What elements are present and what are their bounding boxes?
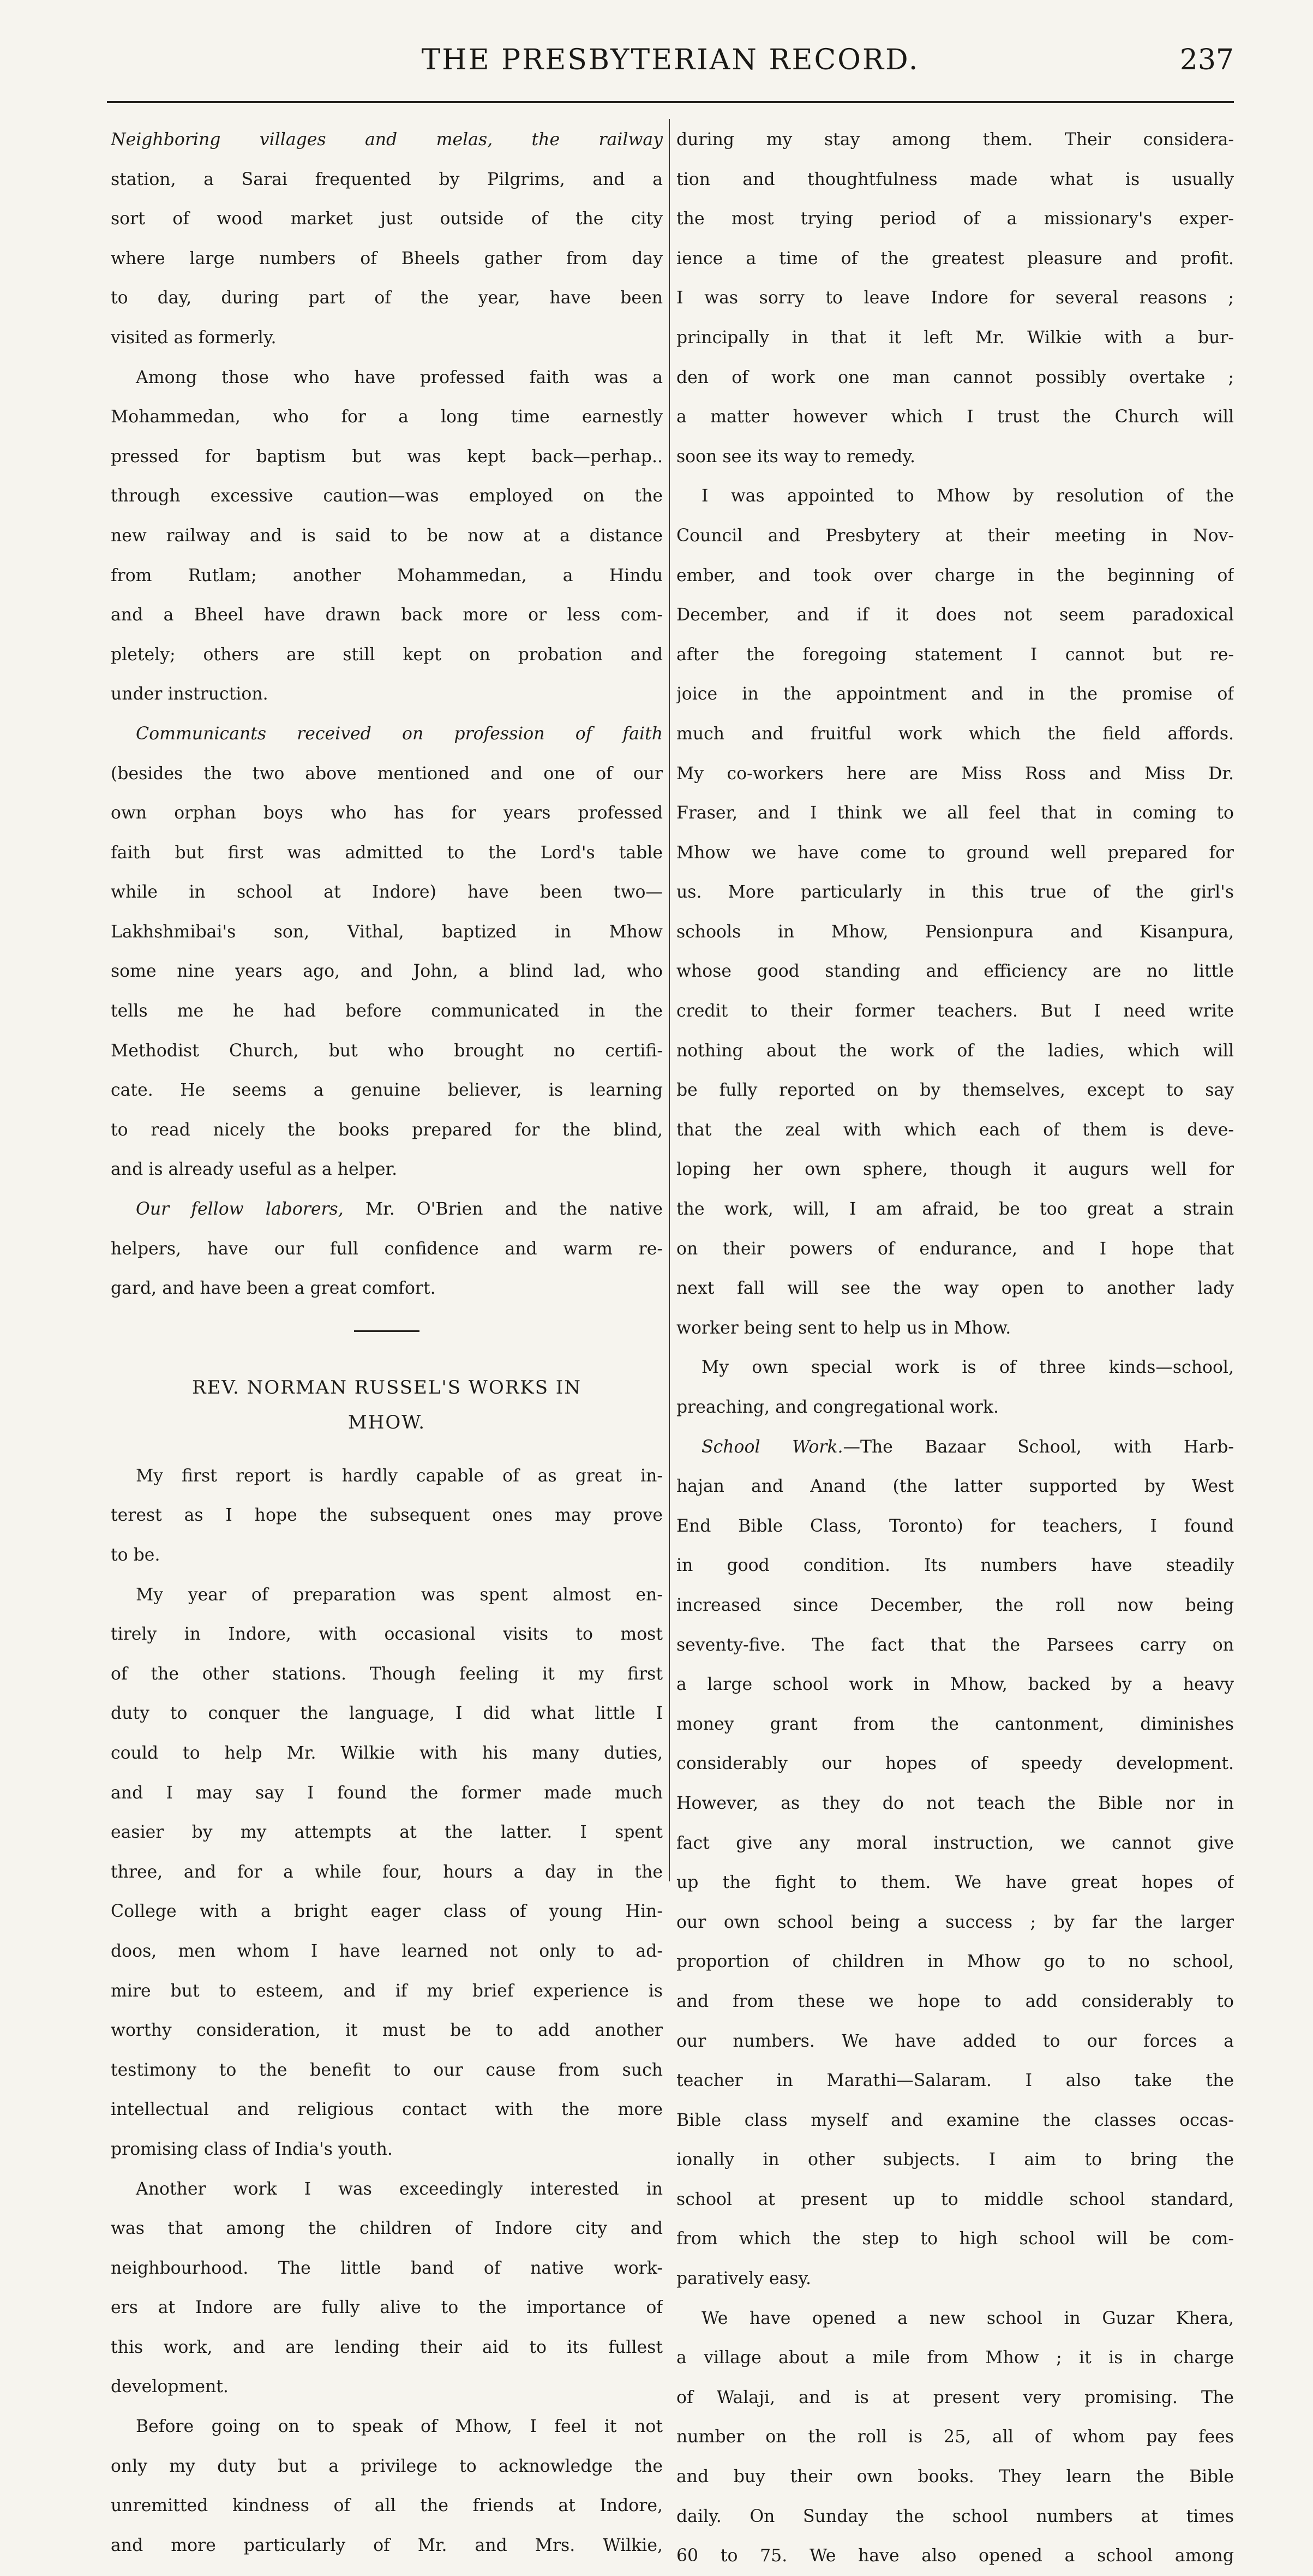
text-line: of Walaji, and is at present very promising. The [676, 2387, 1234, 2407]
text-line: increased since December, the roll now being [676, 1595, 1234, 1615]
text-line: be fully reported on by themselves, except to say [676, 1080, 1234, 1101]
text-line: neighbourhood. The little band of native work- [111, 2258, 663, 2278]
text-line: of the other stations. Though feeling it my first [111, 1664, 663, 1684]
text-line: My own special work is of three kinds—school, [702, 1358, 1234, 1378]
paragraph-first-report [111, 1456, 663, 1575]
text-line: tells me he had before communicated in the [111, 1001, 663, 1021]
section-heading-line: MHOW. [347, 1411, 426, 1433]
text-line: doos, men whom I have learned not only to ad- [111, 1941, 663, 1961]
text-line: hajan and Anand (the latter supported by West [676, 1477, 1234, 1497]
text-line: December, and if it does not seem paradoxical [676, 605, 1234, 625]
text-line: loping her own sphere, though it augurs well for [676, 1160, 1234, 1180]
text-line: much and fruitful work which the field affords. [676, 724, 1234, 744]
text-line: three, and for a while four, hours a day in the [111, 1862, 663, 1882]
text-line: next fall will see the way open to another lady [676, 1278, 1234, 1299]
text-line: visited as formerly. [111, 327, 277, 348]
paragraph-stay-among-them [676, 120, 1234, 476]
text-line: pressed for baptism but was kept back—perhap.. [111, 446, 663, 467]
paragraph-school-work [676, 1427, 1234, 2299]
column-divider [669, 119, 670, 1881]
left-column [111, 120, 663, 2565]
text-line: principally in that it left Mr. Wilkie with a bur- [676, 327, 1234, 348]
text-line: Mohammedan, who for a long time earnestly [111, 407, 663, 427]
text-line: some nine years ago, and John, a blind lad, who [111, 961, 663, 982]
paragraph-lead-line [111, 1190, 663, 1229]
section-heading-line: REV. NORMAN RUSSEL'S WORKS IN [192, 1376, 581, 1398]
text-line: our own school being a success ; by far the larger [676, 1912, 1234, 1932]
paragraph-body [111, 160, 663, 358]
text-line: fact give any moral instruction, we cannot give [676, 1833, 1234, 1853]
text-line: I was appointed to Mhow by resolution of the [702, 486, 1234, 506]
text-line: daily. On Sunday the school numbers at times [676, 2506, 1234, 2526]
text-line: to day, during part of the year, have been [111, 288, 663, 308]
text-line: whose good standing and efficiency are no little [676, 961, 1234, 982]
text-line: helpers, have our full confidence and warm re- [111, 1239, 663, 1259]
paragraph-guzar-khera [676, 2299, 1234, 2576]
text-line: during my stay among them. Their considera- [676, 130, 1234, 150]
text-line: through excessive caution—was employed on the [111, 486, 663, 506]
text-line: nothing about the work of the ladies, which will [676, 1041, 1234, 1061]
text-line: My first report is hardly capable of as great in- [136, 1466, 663, 1486]
paragraph-villages [111, 120, 663, 358]
text-line: End Bible Class, Toronto) for teachers, I found [676, 1516, 1234, 1536]
text-line: after the foregoing statement I cannot but re- [676, 644, 1234, 665]
paragraph-lead-line [676, 1427, 1234, 1467]
text-line: paratively easy. [676, 2269, 812, 2289]
text-line: in good condition. Its numbers have steadily [676, 1556, 1234, 1576]
text-line: tirely in Indore, with occasional visits to most [111, 1624, 663, 1645]
text-line: own orphan boys who has for years professed [111, 803, 663, 823]
text-line: easier by my attempts at the latter. I spent [111, 1822, 663, 1843]
text-line: ionally in other subjects. I aim to bring the [676, 2150, 1234, 2170]
text-line: den of work one man cannot possibly overtake ; [676, 367, 1234, 387]
text-line: teacher in Marathi—Salaram. I also take the [676, 2071, 1234, 2091]
text-line: and from these we hope to add considerably to [676, 1991, 1234, 2011]
text-line: intellectual and religious contact with the more [111, 2100, 663, 2120]
paragraph-indore-children [111, 2169, 663, 2407]
text-line: proportion of children in Mhow go to no school, [676, 1952, 1234, 1972]
text-line: from which the step to high school will be com- [676, 2229, 1234, 2249]
journal-title: THE PRESBYTERIAN RECORD. [421, 44, 920, 76]
header-rule [107, 101, 1234, 103]
text-line: tion and thoughtfulness made what is usually [676, 169, 1234, 189]
lead-rest: —The Bazaar School, with Harb- [843, 1437, 1234, 1457]
text-line: to read nicely the books prepared for the blind, [111, 1120, 663, 1140]
running-header [107, 39, 1234, 94]
paragraph-lead: Communicants received on profession of faith [136, 724, 663, 744]
text-line: worthy consideration, it must be to add another [111, 2021, 663, 2041]
text-line: and more particularly of Mr. and Mrs. Wilkie, [111, 2535, 663, 2555]
text-line: and buy their own books. They learn the Bible [676, 2467, 1234, 2487]
text-line: and a Bheel have drawn back more or less com- [111, 605, 663, 625]
text-line: our numbers. We have added to our forces a [676, 2031, 1234, 2051]
text-line: considerably our hopes of speedy development. [676, 1754, 1234, 1774]
lead-rest: Mr. O'Brien and the native [343, 1199, 663, 1220]
text-line: a village about a mile from Mhow ; it is in charge [676, 2348, 1234, 2368]
text-line: My co-workers here are Miss Ross and Miss Dr. [676, 763, 1234, 784]
text-line: schools in Mhow, Pensionpura and Kisanpura, [676, 922, 1234, 942]
paragraph-preparation [111, 1575, 663, 2169]
text-line: seventy-five. The fact that the Parsees carry on [676, 1635, 1234, 1655]
text-line: under instruction. [111, 684, 268, 704]
text-line: sort of wood market just outside of the city [111, 209, 663, 229]
italic-lead: Our fellow laborers, [136, 1199, 344, 1220]
text-line: pletely; others are still kept on probation and [111, 644, 663, 665]
text-line: Bible class myself and examine the classes occas- [676, 2110, 1234, 2130]
text-line: new railway and is said to be now at a distance [111, 525, 663, 546]
text-line: My year of preparation was spent almost en- [136, 1585, 663, 1605]
text-line: ience a time of the greatest pleasure and profit. [676, 248, 1234, 268]
text-line: only my duty but a privilege to acknowledge the [111, 2456, 663, 2476]
text-line: mire but to esteem, and if my brief experience is [111, 1981, 663, 2001]
text-line: 60 to 75. We have also opened a school among [676, 2546, 1234, 2566]
text-line: We have opened a new school in Guzar Khera, [702, 2308, 1234, 2328]
text-line: us. More particularly in this true of the girl's [676, 882, 1234, 903]
text-line: while in school at Indore) have been two— [111, 882, 663, 903]
text-line: Another work I was exceedingly interested in [136, 2179, 663, 2199]
text-line: Methodist Church, but who brought no certifi- [111, 1041, 663, 1061]
text-line: Mhow we have come to ground well prepared for [676, 842, 1234, 863]
text-line: from Rutlam; another Mohammedan, a Hindu [111, 565, 663, 585]
text-line: to be. [111, 1545, 160, 1565]
text-line: duty to conquer the language, I did what little I [111, 1704, 663, 1724]
paragraph-professed-faith [111, 358, 663, 714]
text-line: was that among the children of Indore city and [111, 2219, 663, 2239]
paragraph-body [111, 1229, 663, 1308]
paragraph-fellow-laborers [111, 1190, 663, 1308]
text-line: preaching, and congregational work. [676, 1397, 999, 1417]
section-rule [354, 1330, 419, 1332]
text-line: money grant from the cantonment, diminishes [676, 1714, 1234, 1734]
text-line: testimony to the benefit to our cause from such [111, 2060, 663, 2080]
text-line: development. [111, 2377, 229, 2397]
text-line: up the fight to them. We have great hopes of [676, 1873, 1234, 1893]
text-line: (besides the two above mentioned and one of our [111, 763, 663, 784]
text-line: unremitted kindness of all the friends at Indore, [111, 2496, 663, 2516]
text-line: could to help Mr. Wilkie with his many duties, [111, 1743, 663, 1763]
text-line: faith but first was admitted to the Lord's table [111, 842, 663, 863]
text-line: cate. He seems a genuine believer, is learning [111, 1080, 663, 1101]
text-line: I was sorry to leave Indore for several reasons ; [676, 288, 1234, 308]
text-line: a matter however which I trust the Church will [676, 407, 1234, 427]
text-line: and I may say I found the former made much [111, 1783, 663, 1803]
text-line: this work, and are lending their aid to its fullest [111, 2337, 663, 2357]
text-line: and is already useful as a helper. [111, 1160, 398, 1180]
text-line: a large school work in Mhow, backed by a heavy [676, 1675, 1234, 1695]
text-line: Lakhshmibai's son, Vithal, baptized in Mhow [111, 922, 663, 942]
text-line: ers at Indore are fully alive to the importance of [111, 2298, 663, 2318]
text-line: on their powers of endurance, and I hope that [676, 1239, 1234, 1259]
text-line: that the zeal with which each of them is deve- [676, 1120, 1234, 1140]
paragraph-lead: Neighboring villages and melas, the railway [111, 130, 663, 150]
text-line: College with a bright eager class of young Hin- [111, 1902, 663, 1922]
text-line: school at present up to middle school standard, [676, 2189, 1234, 2209]
right-column [676, 120, 1234, 2576]
spacer [111, 1440, 663, 1456]
text-line: However, as they do not teach the Bible nor in [676, 1793, 1234, 1813]
text-line: joice in the appointment and in the promise of [676, 684, 1234, 704]
text-line: credit to their former teachers. But I need write [676, 1001, 1234, 1021]
paragraph-appointed-mhow [676, 476, 1234, 1348]
text-line: Among those who have professed faith was a [136, 367, 663, 387]
paragraph-acknowledgement [111, 2407, 663, 2565]
text-line: the most trying period of a missionary's exper- [676, 209, 1234, 229]
text-line: worker being sent to help us in Mhow. [676, 1318, 1011, 1338]
text-line: Before going on to speak of Mhow, I feel it not [136, 2417, 663, 2437]
text-line: Fraser, and I think we all feel that in coming to [676, 803, 1234, 823]
text-line: ember, and took over charge in the beginning of [676, 565, 1234, 585]
paragraph-special-work [676, 1348, 1234, 1427]
text-line: where large numbers of Bheels gather from day [111, 248, 663, 268]
text-line: soon see its way to remedy. [676, 446, 915, 467]
text-line: the work, will, I am afraid, be too great a strain [676, 1199, 1234, 1220]
paragraph-body [676, 1467, 1234, 2298]
text-line: terest as I hope the subsequent ones may prove [111, 1505, 663, 1526]
text-line: Council and Presbytery at their meeting in Nov- [676, 525, 1234, 546]
text-line: promising class of India's youth. [111, 2139, 393, 2159]
section-heading [111, 1370, 663, 1440]
page-number: 237 [1179, 44, 1234, 76]
paragraph-body [111, 754, 663, 1190]
text-line: number on the roll is 25, all of whom pay fees [676, 2427, 1234, 2447]
italic-lead: School Work. [702, 1437, 843, 1457]
paragraph-communicants [111, 714, 663, 1190]
text-line: station, a Sarai frequented by Pilgrims, and a [111, 169, 663, 189]
text-line: gard, and have been a great comfort. [111, 1278, 436, 1299]
